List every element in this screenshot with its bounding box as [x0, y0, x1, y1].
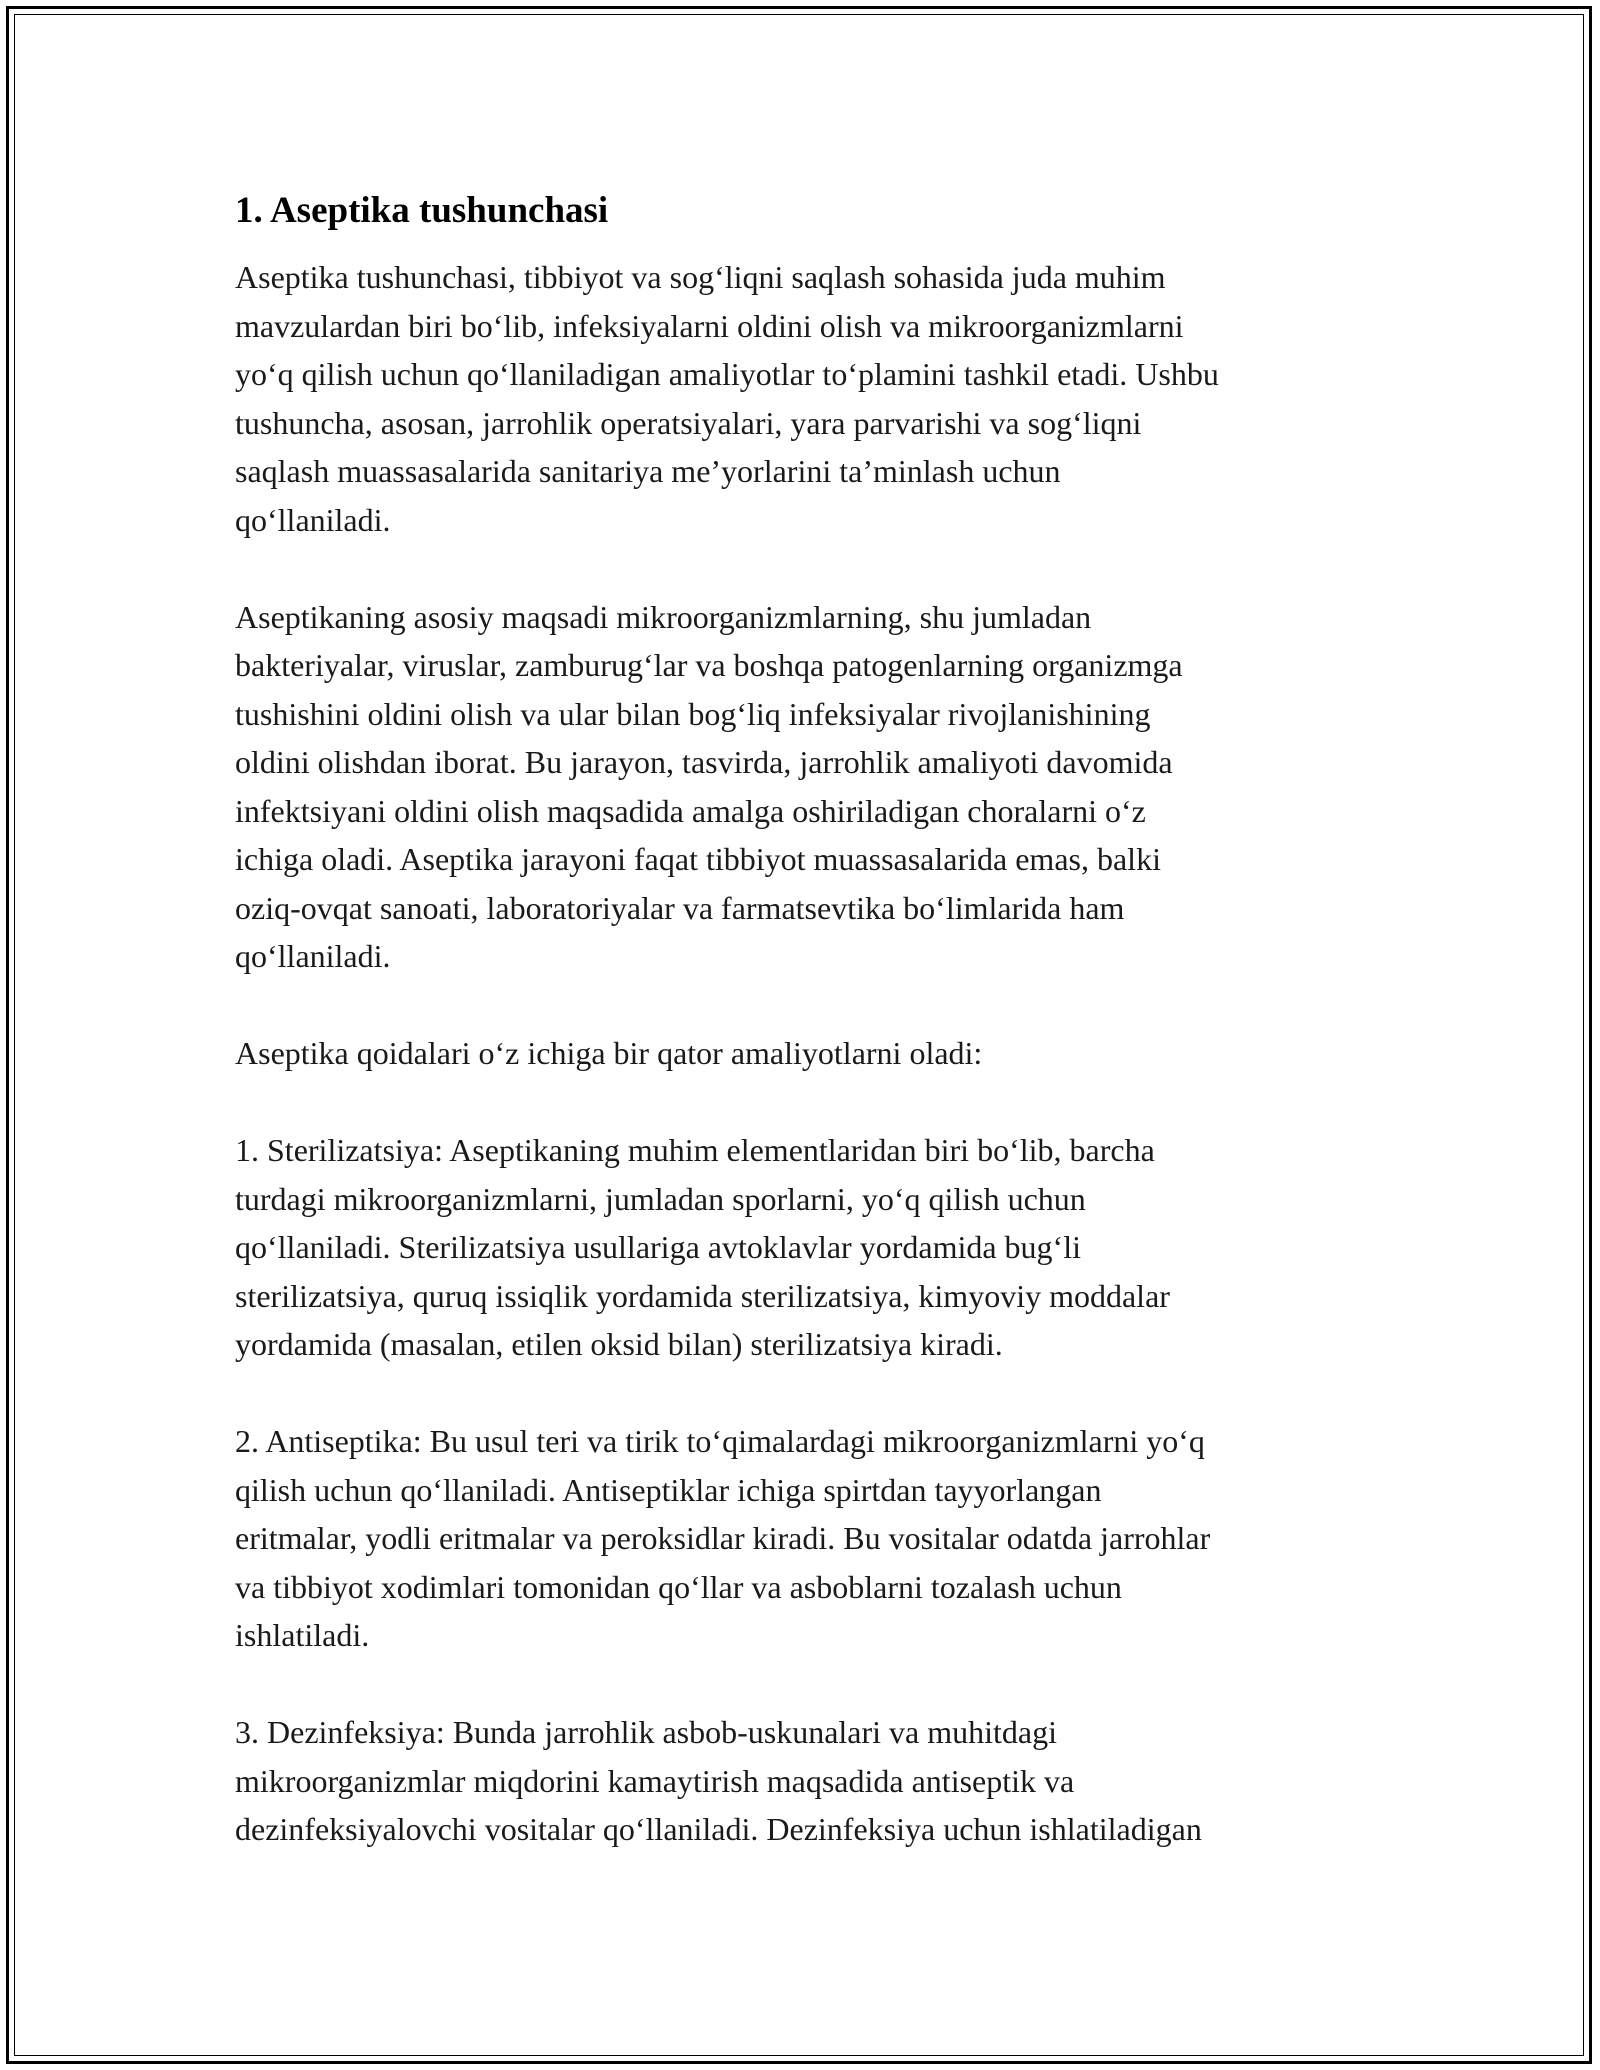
- paragraph: [235, 1417, 1365, 1660]
- text-line: ichiga oladi. Aseptika jarayoni faqat tibbiyot muassasalarida emas, balki: [235, 841, 1161, 877]
- text-line: qo‘llaniladi.: [235, 938, 391, 974]
- text-line: Aseptikaning asosiy maqsadi mikroorganizmlarning, shu jumladan: [235, 598, 1092, 635]
- text-line: 2. Antiseptika: Bu usul teri va tirik to‘qimalardagi mikroorganizmlarni yo‘q: [235, 1423, 1205, 1459]
- text-line: Aseptika tushunchasi, tibbiyot va sog‘liqni saqlash sohasida juda muhim: [235, 259, 1166, 295]
- text-line: Aseptika qoidalari o‘z ichiga bir qator amaliyotlarni oladi:: [235, 1035, 983, 1071]
- text-line: turdagi mikroorganizmlarni, jumladan sporlarni, yo‘q qilish uchun: [235, 1180, 1086, 1217]
- paragraph: [235, 1708, 1365, 1854]
- text-line: mikroorganizmlar miqdorini kamaytirish maqsadida antiseptik va: [235, 1762, 1075, 1799]
- text-line: qilish uchun qo‘llaniladi. Antiseptiklar ichiga spirtdan tayyorlangan: [235, 1471, 1102, 1508]
- text-line: tushuncha, asosan, jarrohlik operatsiyalari, yara parvarishi va sog‘liqni: [235, 404, 1142, 441]
- text-line: yo‘q qilish uchun qo‘llaniladigan amaliyotlar to‘plamini tashkil etadi. Ushbu: [235, 356, 1219, 392]
- text-line: saqlash muassasalarida sanitariya me’yorlarini ta’minlash uchun: [235, 453, 1061, 489]
- text-line: qo‘llaniladi. Sterilizatsiya usullariga avtoklavlar yordamida bug‘li: [235, 1229, 1081, 1265]
- text-line: oziq-ovqat sanoati, laboratoriyalar va farmatsevtika bo‘limlarida ham: [235, 889, 1125, 926]
- text-line: dezinfeksiyalovchi vositalar qo‘llaniladi. Dezinfeksiya uchun ishlatiladigan: [235, 1811, 1202, 1847]
- section-heading: 1. Aseptika tushunchasi: [235, 190, 609, 231]
- paragraph: [235, 1126, 1365, 1369]
- text-line: infektsiyani oldini olish maqsadida amalga oshiriladigan choralarni o‘z: [235, 792, 1146, 829]
- text-line: 3. Dezinfeksiya: Bunda jarrohlik asbob-uskunalari va muhitdagi: [235, 1714, 1058, 1750]
- text-line: oldini olishdan iborat. Bu jarayon, tasvirda, jarrohlik amaliyoti davomida: [235, 744, 1173, 780]
- paragraph-container: [235, 253, 1365, 1854]
- paragraph: [235, 253, 1365, 544]
- text-line: mavzulardan biri bo‘lib, infeksiyalarni oldini olish va mikroorganizmlarni: [235, 307, 1184, 344]
- text-line: bakteriyalar, viruslar, zamburug‘lar va boshqa patogenlarning organizmga: [235, 647, 1183, 683]
- text-line: sterilizatsiya, quruq issiqlik yordamida sterilizatsiya, kimyoviy moddalar: [235, 1277, 1170, 1314]
- paragraph: [235, 1029, 1365, 1078]
- text-line: yordamida (masalan, etilen oksid bilan) sterilizatsiya kiradi.: [235, 1326, 1003, 1362]
- text-line: 1. Sterilizatsiya: Aseptikaning muhim elementlaridan biri bo‘lib, barcha: [235, 1132, 1155, 1168]
- text-line: va tibbiyot xodimlari tomonidan qo‘llar va asboblarni tozalash uchun: [235, 1568, 1122, 1605]
- text-line: tushishini oldini olish va ular bilan bog‘liq infeksiyalar rivojlanishining: [235, 695, 1151, 732]
- document-body: [235, 185, 1365, 1902]
- text-line: eritmalar, yodli eritmalar va peroksidlar kiradi. Bu vositalar odatda jarrohlar: [235, 1520, 1211, 1556]
- paragraph: [235, 593, 1365, 981]
- text-line: ishlatiladi.: [235, 1617, 370, 1653]
- text-line: qo‘llaniladi.: [235, 501, 391, 538]
